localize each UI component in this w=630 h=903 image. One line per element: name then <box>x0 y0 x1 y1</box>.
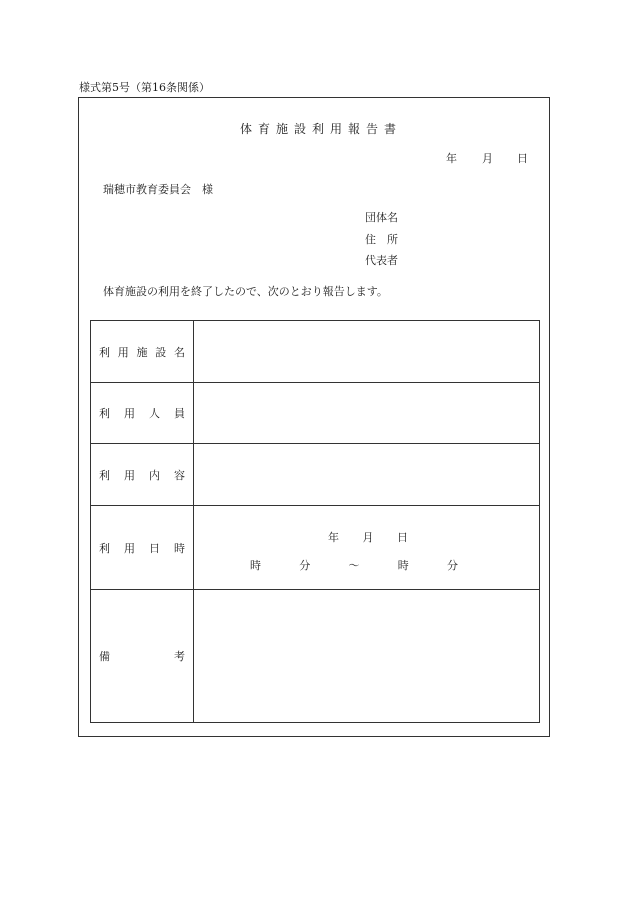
time-range-tilde: ～ <box>348 559 360 572</box>
usage-date-line <box>328 529 408 545</box>
label-char: 時 <box>174 541 185 555</box>
label-char: 利 <box>99 407 110 420</box>
row-label-content <box>91 444 194 506</box>
row-label-datetime <box>91 506 194 590</box>
table-row <box>91 590 540 723</box>
report-title: 体育施設利用報告書 <box>240 122 403 136</box>
statement: 体育施設の利用を終了したので、次のとおり報告します。 <box>103 285 388 298</box>
form-number: 様式第5号（第16条関係） <box>79 81 210 94</box>
report-table <box>90 320 540 723</box>
usage-time-line <box>250 557 458 573</box>
label-char: 内 <box>149 468 160 482</box>
label-char: 名 <box>174 345 185 359</box>
end-minute: 分 <box>447 559 458 572</box>
table-row <box>91 506 540 590</box>
label-char: 利 <box>99 468 110 482</box>
label-char: 用 <box>124 468 135 482</box>
label-char: 施 <box>136 345 148 359</box>
addressee: 瑞穂市教育委員会 様 <box>103 183 213 196</box>
end-hour: 時 <box>397 559 409 572</box>
date-month: 月 <box>482 152 493 165</box>
label-char: 利 <box>99 345 110 359</box>
table-row <box>91 383 540 444</box>
label-char: 容 <box>174 468 185 482</box>
label-char: 人 <box>149 407 160 420</box>
label-char: 利 <box>99 541 110 555</box>
label-char: 用 <box>124 407 135 420</box>
content-field[interactable] <box>194 444 540 506</box>
datetime-field[interactable] <box>194 506 540 590</box>
label-char: 設 <box>155 345 167 359</box>
label-char: 用 <box>117 345 129 359</box>
start-hour: 時 <box>250 559 261 572</box>
label-char: 考 <box>174 650 185 663</box>
table-row <box>91 321 540 383</box>
start-minute: 分 <box>299 559 311 572</box>
table-row <box>91 444 540 506</box>
row-label-remarks <box>91 590 194 723</box>
participants-field[interactable] <box>194 383 540 444</box>
address-label: 住 所 <box>365 233 398 246</box>
remarks-field[interactable] <box>194 590 540 723</box>
row-label-facility-name <box>91 321 194 383</box>
usage-month: 月 <box>362 531 374 544</box>
label-char: 日 <box>149 541 160 555</box>
date-day: 日 <box>517 152 528 165</box>
label-char: 用 <box>124 541 135 555</box>
row-label-participants <box>91 383 194 444</box>
organization-label: 団体名 <box>365 211 398 224</box>
representative-label: 代表者 <box>365 254 398 267</box>
label-char: 員 <box>174 407 185 420</box>
usage-day: 日 <box>397 531 408 544</box>
date-year: 年 <box>446 152 457 165</box>
usage-year: 年 <box>328 531 339 544</box>
facility-name-field[interactable] <box>194 321 540 383</box>
label-char: 備 <box>99 650 110 663</box>
